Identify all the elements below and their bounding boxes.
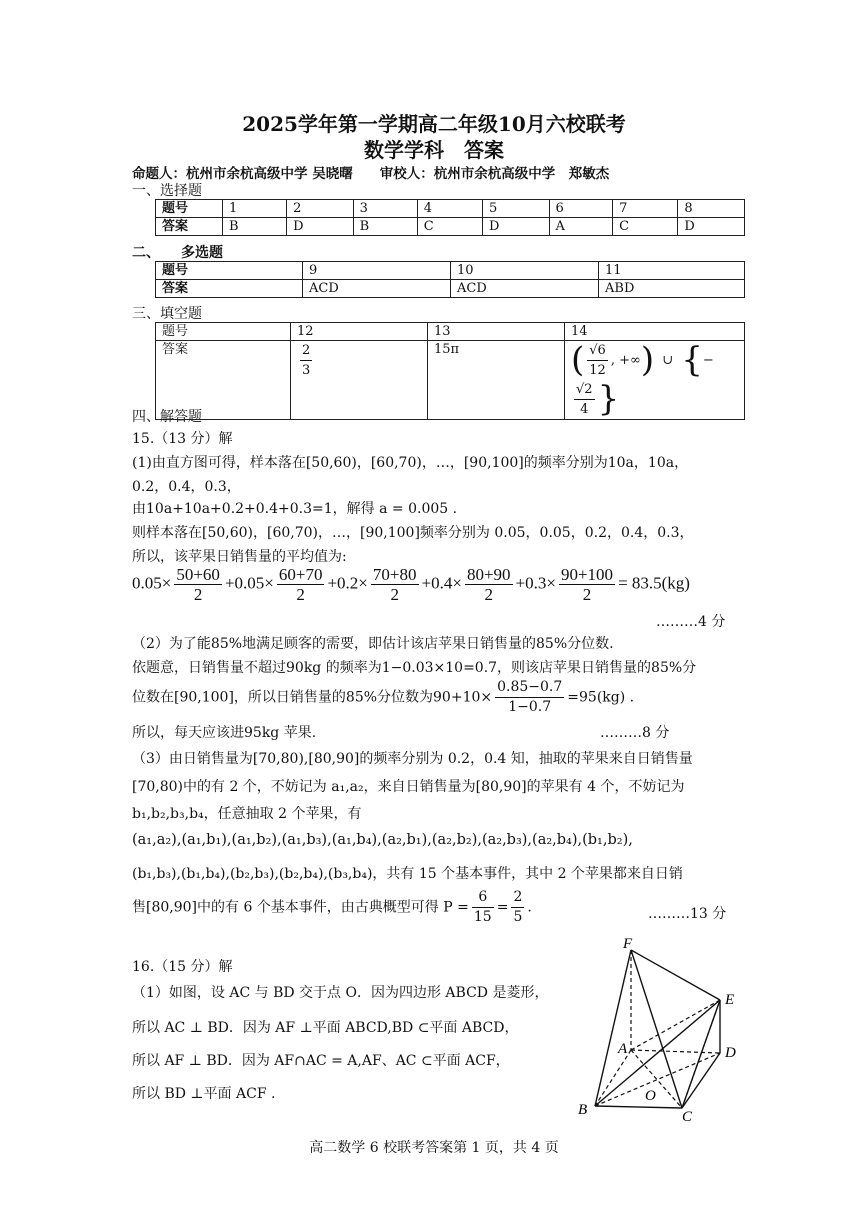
q16-line: 所以 AC ⊥ BD．因为 AF ⊥平面 ABCD,BD ⊂平面 ABCD，: [132, 1020, 519, 1036]
cell: C: [613, 218, 678, 236]
q16-line: （1）如图，设 AC 与 BD 交于点 O．因为四边形 ABCD 是菱形，: [132, 985, 549, 1001]
q15-line: （3）由日销售量为[70,80),[80,90]的频率分别为 0.2，0.4 知，抽取的苹果来自日销售量: [132, 751, 693, 767]
vertex-label: O: [645, 1088, 656, 1104]
cell: 9: [303, 262, 451, 280]
cell: 5: [482, 200, 549, 218]
q15-line: (b₁,b₃),(b₁,b₄),(b₂,b₃),(b₂,b₄),(b₃,b₄)，共有 15 个基本事件，其中 2 个苹果都来自日销: [132, 866, 683, 882]
cell: 3: [353, 200, 417, 218]
vertex-label: A: [618, 1041, 628, 1057]
fraction: $\frac{√2}{4}$: [576, 382, 593, 417]
fill-answer-table: [155, 322, 745, 420]
cell: 1: [223, 200, 287, 218]
fraction: $\frac{2}{3}$: [302, 343, 311, 378]
q15-line: [70,80)中的有 2 个，不妨记为 a₁,a₂，来自日销售量为[80,90]的苹果有 4 个，不妨记为: [132, 779, 685, 795]
fraction: $\frac{0.85-0.7}{1-0.7}$: [497, 679, 563, 715]
cell: 14: [565, 323, 745, 341]
cell: 2: [287, 200, 354, 218]
fraction: $\frac{80+90}{2}$: [466, 565, 511, 604]
q15-line: 依题意，日销售量不超过90kg 的频率为1−0.03×10=0.7，则该店苹果日销售量的85%分: [132, 660, 697, 676]
row-label-number: 题号: [156, 262, 303, 280]
answer-14: ( $\frac{√6}{12}$ , +∞) ∪ {− $\frac{√2}{4}$ }: [565, 341, 745, 420]
page-subtitle: 数学学科 答案: [364, 138, 504, 162]
solid-geometry-figure: [570, 932, 750, 1122]
q15-line: 则样本落在[50,60)，[60,70)，…，[90,100]频率分别为 0.05，0.05，0.2，0.4，0.3，: [132, 525, 694, 541]
row-label-answer: 答案: [156, 341, 291, 420]
q15-line: 位数在[90,100]，所以日销售量的85%分位数为90+10× $\frac{0.85-0.7}{1-0.7}$ =95(kg) .: [132, 679, 635, 715]
cell: B: [353, 218, 417, 236]
q16-line: 所以 AF ⊥ BD．因为 AF∩AC = A,AF、AC ⊂平面 ACF，: [132, 1053, 510, 1069]
fraction: $\frac{2}{5}$: [513, 889, 523, 925]
fraction: $\frac{50+60}{2}$: [176, 565, 220, 604]
cell: 4: [417, 200, 482, 218]
cell: 13: [428, 323, 565, 341]
cell: B: [223, 218, 287, 236]
fraction: $\frac{90+100}{2}$: [560, 565, 614, 604]
score-mark: ………8 分: [600, 725, 670, 741]
q15-line: 由10a+10a+0.2+0.4+0.3=1，解得 a = 0.005 .: [132, 501, 458, 517]
cell: 10: [451, 262, 599, 280]
cell: 8: [678, 200, 745, 218]
score-mark: ………4 分: [656, 614, 726, 630]
q15-line: （2）为了能85%地满足顾客的需要，即估计该店苹果日销售量的85%分位数.: [132, 636, 614, 652]
section4-heading: 四、解答题: [132, 409, 202, 425]
cell: D: [678, 218, 745, 236]
vertex-label: F: [623, 936, 633, 952]
q15-line: 售[80,90]中的有 6 个基本事件，由古典概型可得 P = $\frac{6}{15}$ = $\frac{2}{5}$ .: [132, 889, 532, 925]
q16-heading: 16.（15 分）解: [132, 959, 233, 975]
section3-heading: 三、填空题: [132, 306, 202, 322]
vertex-label: B: [578, 1102, 588, 1118]
mcq-answer-table: [155, 199, 745, 236]
cell: ABD: [599, 280, 745, 298]
score-mark: ………13 分: [648, 906, 727, 922]
answer-12: [291, 341, 428, 420]
q15-heading: 15.（13 分）解: [132, 431, 233, 447]
q15-line: b₁,b₂,b₃,b₄，任意抽取 2 个苹果，有: [132, 806, 362, 822]
row-label-number: 题号: [156, 323, 291, 341]
q15-line: 所以，该苹果日销售量的平均值为:: [132, 549, 347, 565]
q16-line: 所以 BD ⊥平面 ACF .: [132, 1086, 276, 1102]
fraction: $\frac{60+70}{2}$: [278, 565, 323, 604]
cell: C: [417, 218, 482, 236]
row-label-answer: 答案: [156, 218, 223, 236]
multi-answer-table: [155, 261, 745, 298]
fraction: $\frac{70+80}{2}$: [372, 565, 417, 604]
q15-line: (1)由直方图可得，样本落在[50,60)，[60,70)，…，[90,100]的频率分别为10a，10a，: [132, 455, 689, 471]
cell: D: [287, 218, 354, 236]
cell: D: [482, 218, 549, 236]
q15-line: (a₁,a₂),(a₁,b₁),(a₁,b₂),(a₁,b₃),(a₁,b₄),(a₂,b₁),(a₂,b₂),(a₂,b₃),(a₂,b₄),(b₁,b₂),: [132, 832, 633, 848]
page-footer: 高二数学 6 校联考答案第 1 页，共 4 页: [309, 1140, 559, 1156]
section1-heading: 一、选择题: [132, 183, 202, 199]
authors-line: 命题人：杭州市余杭高级中学 吴晓曙 审校人：杭州市余杭高级中学 郑敏杰: [132, 166, 610, 182]
section2-heading: 二、 多选题: [132, 245, 223, 261]
cell: A: [549, 218, 613, 236]
q15-line: 所以，每天应该进95kg 苹果.: [132, 725, 317, 741]
cell: 7: [613, 200, 678, 218]
vertex-label: C: [682, 1109, 693, 1122]
cell: 11: [599, 262, 745, 280]
row-label-number: 题号: [156, 200, 223, 218]
mean-formula: 0.05× $\frac{50+60}{2}$ +0.05× $\frac{60+70}{2}$ +0.2× $\frac{70+80}{2}$ +0.4× $\frac{80+90}{2}$ +0.3× $\frac{90+100}{2}$ = 83.5(kg): [132, 565, 690, 604]
cell: ACD: [451, 280, 599, 298]
vertex-label: E: [725, 992, 735, 1008]
fraction: $\frac{√6}{12}$: [589, 343, 606, 378]
q15-line: 0.2，0.4，0.3，: [132, 479, 241, 495]
vertex-label: D: [725, 1045, 736, 1061]
cell: ACD: [303, 280, 451, 298]
answer-13: 15π: [428, 341, 565, 420]
cell: 6: [549, 200, 613, 218]
cell: 12: [291, 323, 428, 341]
fraction: $\frac{6}{15}$: [473, 889, 492, 925]
row-label-answer: 答案: [156, 280, 303, 298]
page-title: 2025学年第一学期高二年级10月六校联考: [242, 112, 626, 136]
